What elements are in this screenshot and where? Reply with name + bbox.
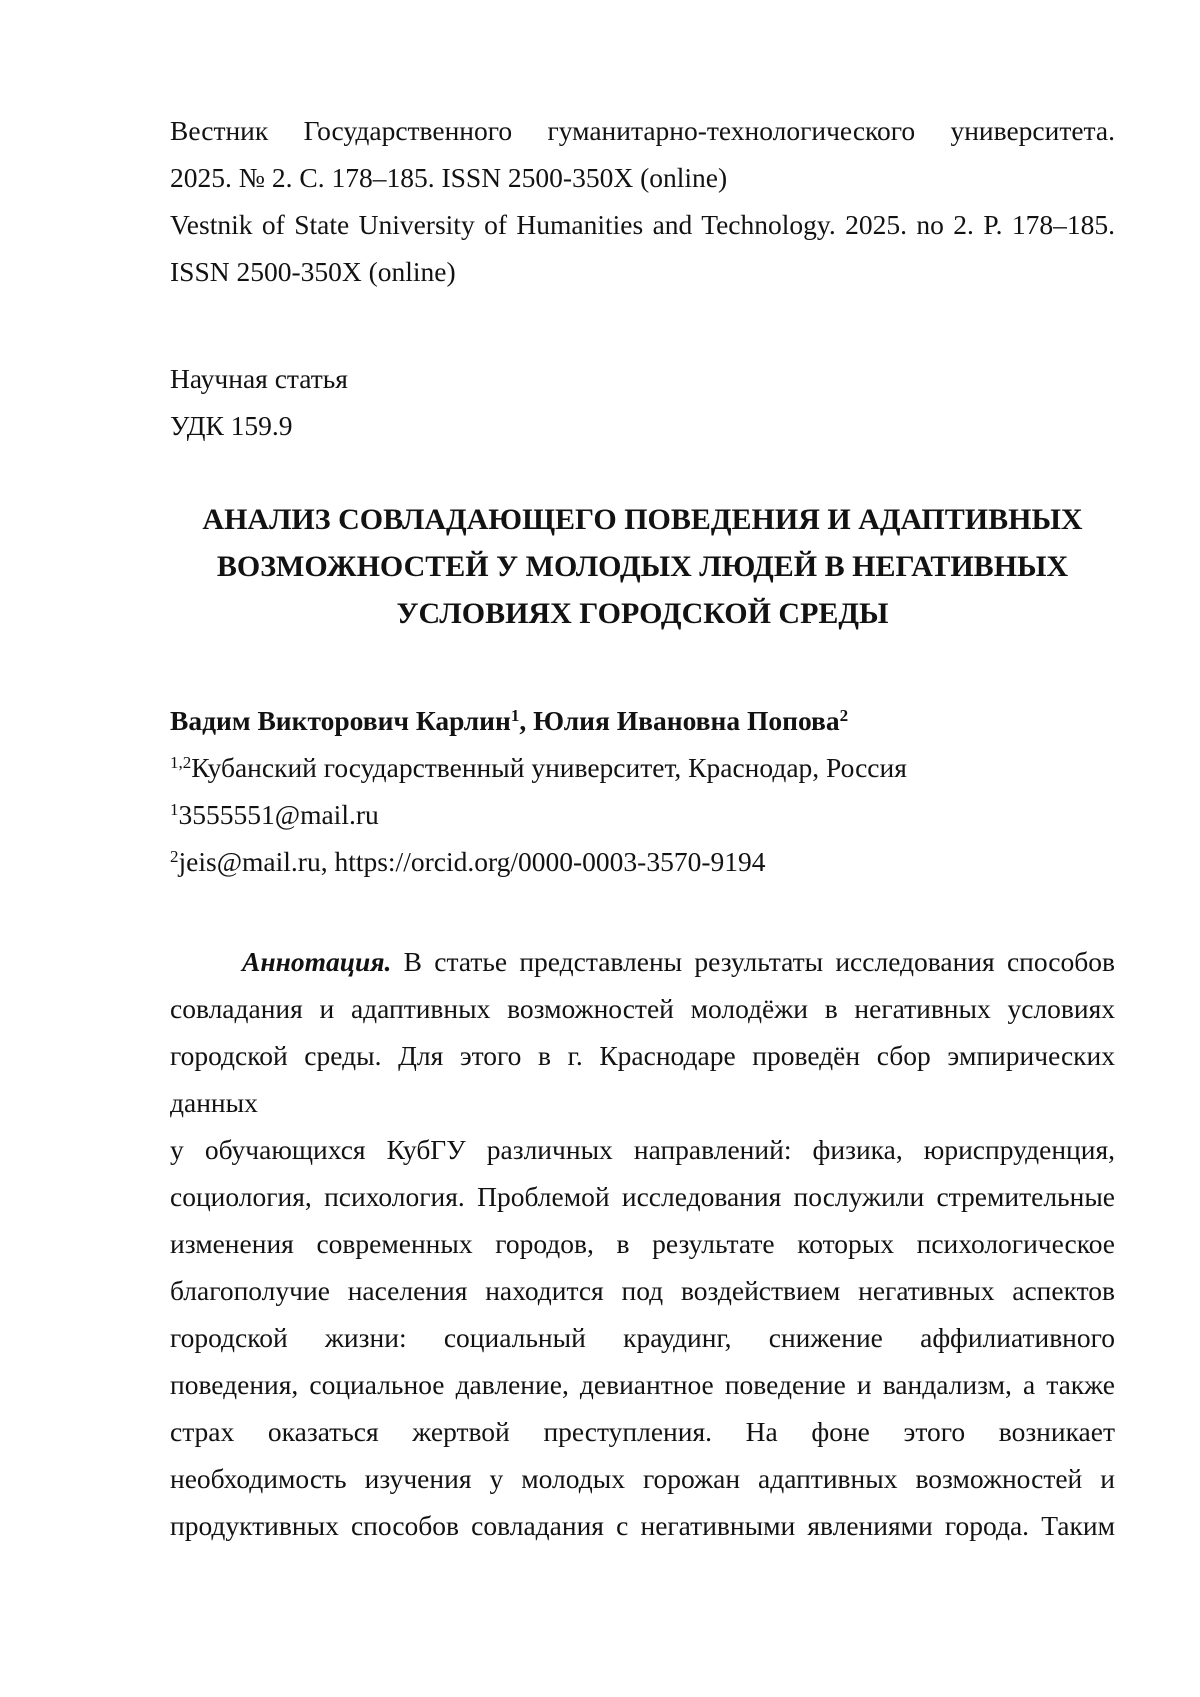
text-line: [170, 248, 1115, 295]
text-segment: городской среды. Для этого в г. Краснодаре проведён сбор эмпирических: [170, 1040, 1115, 1071]
text-segment: , Юлия Ивановна Попова: [519, 705, 840, 736]
text-segment: 2025. № 2. С. 178–185. ISSN 2500-350X (online): [170, 162, 728, 193]
text-line: [170, 697, 1115, 744]
superscript-marker: 2: [170, 846, 179, 866]
journal-header-en: [170, 201, 1115, 295]
text-line: [170, 1361, 1115, 1408]
text-segment: благополучие населения находится под воздействием негативных аспектов: [170, 1275, 1115, 1306]
superscript-marker: 1: [170, 799, 179, 819]
text-line: [170, 1408, 1115, 1455]
text-segment: социология, психология. Проблемой исследования послужили стремительные: [170, 1181, 1115, 1212]
journal-header-ru: [170, 107, 1115, 201]
authors-block: [170, 697, 1115, 885]
text-line: [170, 402, 1115, 449]
text-segment: Научная статья: [170, 363, 348, 394]
text-line: [170, 107, 1115, 154]
text-segment: совладания и адаптивных возможностей молодёжи в негативных условиях: [170, 993, 1115, 1024]
abstract-block: [170, 938, 1115, 1549]
text-segment: Вадим Викторович Карлин: [170, 705, 511, 736]
text-segment: городской жизни: социальный краудинг, снижение аффилиативного: [170, 1322, 1115, 1353]
text-line: [170, 1032, 1115, 1079]
text-line: [170, 938, 1115, 985]
superscript-marker: 2: [839, 705, 849, 725]
text-line: [170, 1314, 1115, 1361]
text-line: [170, 1126, 1115, 1173]
article-title: [170, 496, 1115, 637]
text-segment: изменения современных городов, в результате которых психологическое: [170, 1228, 1115, 1259]
superscript-marker: 1,2: [170, 752, 192, 772]
text-line: [170, 1079, 1115, 1126]
text-segment: ISSN 2500-350X (online): [170, 256, 456, 287]
text-line: [170, 838, 1115, 885]
text-line: [170, 1455, 1115, 1502]
text-line: [170, 1220, 1115, 1267]
text-line: [170, 791, 1115, 838]
text-line: [170, 1173, 1115, 1220]
text-segment: Vestnik of State University of Humanities and Technology. 2025. no 2. P. 178–185.: [170, 209, 1115, 240]
text-line: [170, 985, 1115, 1032]
text-segment: страх оказаться жертвой преступления. На фоне этого возникает: [170, 1416, 1115, 1447]
text-segment: Кубанский государственный университет, Краснодар, Россия: [191, 752, 907, 783]
text-segment: продуктивных способов совладания с негативными явлениями города. Таким: [170, 1510, 1115, 1541]
article-meta: [170, 355, 1115, 449]
text-segment: УДК 159.9: [170, 410, 293, 441]
text-line: [170, 154, 1115, 201]
text-segment: необходимость изучения у молодых горожан адаптивных возможностей и: [170, 1463, 1115, 1494]
text-segment: УСЛОВИЯХ ГОРОДСКОЙ СРЕДЫ: [396, 597, 889, 630]
text-line: [170, 201, 1115, 248]
text-segment: Аннотация.: [242, 946, 392, 977]
text-segment: В статье представлены результаты исследования способов: [391, 946, 1115, 977]
text-line: [170, 744, 1115, 791]
text-line: [170, 496, 1115, 543]
text-segment: 3555551@mail.ru: [178, 799, 379, 830]
text-segment: Вестник Государственного гуманитарно-технологического университета.: [170, 115, 1115, 146]
text-segment: у обучающихся КубГУ различных направлений: физика, юриспруденция,: [170, 1134, 1115, 1165]
text-segment: jeis@mail.ru, https://orcid.org/0000-0003-3570-9194: [178, 846, 766, 877]
superscript-marker: 1: [510, 705, 520, 725]
text-segment: данных: [170, 1087, 258, 1118]
text-line: [170, 355, 1115, 402]
text-line: [170, 1502, 1115, 1549]
text-segment: поведения, социальное давление, девиантное поведение и вандализм, а также: [170, 1369, 1115, 1400]
text-line: [170, 543, 1115, 590]
text-segment: АНАЛИЗ СОВЛАДАЮЩЕГО ПОВЕДЕНИЯ И АДАПТИВНЫХ: [202, 503, 1083, 536]
text-segment: ВОЗМОЖНОСТЕЙ У МОЛОДЫХ ЛЮДЕЙ В НЕГАТИВНЫХ: [216, 550, 1069, 583]
text-line: [170, 1267, 1115, 1314]
text-line: [170, 590, 1115, 637]
